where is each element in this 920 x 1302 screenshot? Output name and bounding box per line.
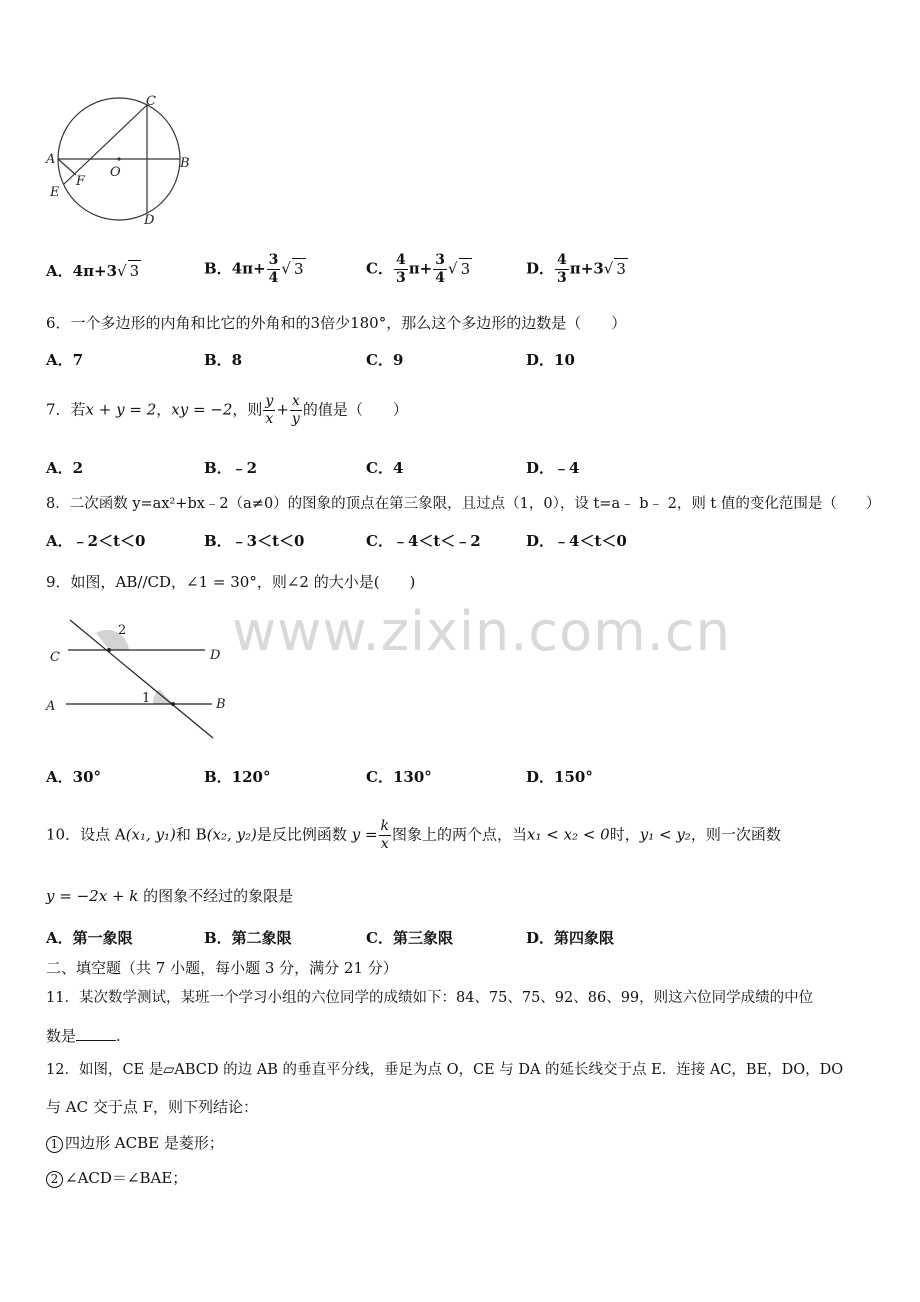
q10-option-c[interactable]: C．第三象限 bbox=[366, 929, 453, 947]
q12-line2: 与 AC 交于点 F，则下列结论： bbox=[46, 1098, 259, 1116]
fraction: $\frac{4}{3}$ bbox=[395, 252, 406, 286]
q10-option-a[interactable]: A．第一象限 bbox=[46, 929, 133, 947]
label-angle-1: 1 bbox=[142, 691, 151, 706]
q7-option-c[interactable]: C．4 bbox=[366, 459, 404, 477]
q5-option-a[interactable]: A．4π+3√ 3 bbox=[46, 262, 140, 280]
q8-stem: 8．二次函数 y=ax²+bx﹣2（a≠0）的图象的顶点在第三象限，且过点（1，0），设 t=a﹣ b﹣ 2，则 t 值的变化范围是（ ） bbox=[46, 496, 881, 512]
sqrt-sign: √ bbox=[117, 262, 127, 280]
intersection-bottom bbox=[171, 702, 175, 706]
q8-option-d[interactable]: D．﹣4＜t＜0 bbox=[526, 532, 627, 550]
q6-stem: 6．一个多边形的内角和比它的外角和的3倍少180°，那么这个多边形的边数是（ ） bbox=[46, 314, 627, 332]
fraction: $\frac{4}{3}$ bbox=[557, 252, 567, 286]
label-d: D bbox=[144, 213, 155, 228]
line-ce bbox=[64, 105, 147, 184]
circled-number: 2 bbox=[46, 1171, 63, 1188]
fraction: $\frac{3}{4}$ bbox=[435, 252, 446, 286]
q6-option-c[interactable]: C．9 bbox=[366, 351, 404, 369]
label-f: F bbox=[76, 174, 86, 189]
watermark: www.zixin.com.cn bbox=[232, 600, 731, 663]
q8-option-b[interactable]: B．﹣3＜t＜0 bbox=[204, 532, 305, 550]
q7-option-d[interactable]: D．﹣4 bbox=[526, 459, 580, 477]
q10-stem-line1: 10．设点 A(x₁, y₁)和 B(x₂, y₂)是反比例函数 y = $\frac{k}{x}$ 图象上的两个点，当x₁ < x₂ < 0时，y₁ < y₂，则一次函数 bbox=[46, 818, 781, 852]
label-a: A bbox=[46, 699, 56, 714]
q11-line2: 数是 . bbox=[46, 1027, 121, 1045]
label-e: E bbox=[50, 185, 60, 200]
option-letter: A． bbox=[46, 262, 73, 280]
parallel-lines-figure bbox=[40, 612, 240, 747]
label-d: D bbox=[210, 648, 221, 663]
q5-option-d[interactable]: D． $\frac{4}{3}$ π+3√ 3 bbox=[526, 252, 626, 286]
section-heading: 二、填空题（共 7 小题，每小题 3 分，满分 21 分） bbox=[46, 959, 398, 977]
q12-line1: 12．如图，CE 是▱ABCD 的边 AB 的垂直平分线，垂足为点 O，CE 与 DA 的延长线交于点 E．连接 AC，BE，DO，DO bbox=[46, 1062, 844, 1078]
q10-stem-line2: y = −2x + k 的图象不经过的象限是 bbox=[46, 887, 294, 905]
label-o: O bbox=[110, 165, 121, 180]
circled-number: 1 bbox=[46, 1136, 63, 1153]
q8-option-c[interactable]: C．﹣4＜t＜﹣2 bbox=[366, 532, 481, 550]
label-angle-2: 2 bbox=[118, 623, 127, 638]
q5-option-c[interactable]: C． $\frac{4}{3}$ π+ $\frac{3}{4}$ √ 3 bbox=[366, 252, 471, 286]
q10-option-d[interactable]: D．第四象限 bbox=[526, 929, 615, 947]
q12-conclusion-2: 2 ∠ACD＝∠BAE； bbox=[46, 1168, 187, 1188]
q8-option-a[interactable]: A．﹣2＜t＜0 bbox=[46, 532, 146, 550]
label-b: B bbox=[216, 697, 226, 712]
q6-option-b[interactable]: B．8 bbox=[204, 351, 243, 369]
q12-conclusion-1: 1 四边形 ACBE 是菱形； bbox=[46, 1133, 224, 1153]
q6-option-a[interactable]: A．7 bbox=[46, 351, 84, 369]
answer-blank[interactable] bbox=[76, 1026, 116, 1041]
q7-option-b[interactable]: B．﹣2 bbox=[204, 459, 258, 477]
circle-figure bbox=[40, 90, 200, 230]
q11-line1: 11．某次数学测试，某班一个学习小组的六位同学的成绩如下：84、75、75、92、86、99，则这六位同学成绩的中位 bbox=[46, 990, 814, 1006]
intersection-top bbox=[107, 648, 111, 652]
q9-option-b[interactable]: B．120° bbox=[204, 768, 271, 786]
q7-option-a[interactable]: A．2 bbox=[46, 459, 84, 477]
q9-option-c[interactable]: C．130° bbox=[366, 768, 432, 786]
q9-stem: 9．如图，AB//CD，∠1 = 30°，则∠2 的大小是( ) bbox=[46, 573, 416, 591]
label-c: C bbox=[146, 94, 156, 109]
label-b: B bbox=[180, 156, 190, 171]
q9-option-d[interactable]: D．150° bbox=[526, 768, 593, 786]
line-af bbox=[58, 159, 76, 175]
transversal bbox=[70, 620, 213, 738]
q10-option-b[interactable]: B．第二象限 bbox=[204, 929, 292, 947]
q9-option-a[interactable]: A．30° bbox=[46, 768, 102, 786]
label-c: C bbox=[50, 650, 60, 665]
center-dot bbox=[117, 157, 120, 160]
q5-option-b[interactable]: B．4π+ $\frac{3}{4}$ √ 3 bbox=[204, 252, 304, 286]
label-a: A bbox=[46, 152, 56, 167]
fraction: $\frac{3}{4}$ bbox=[268, 252, 279, 286]
q7-stem: 7．若x + y = 2，xy = −2，则 $\frac{y}{x}$ + $\frac{x}{y}$ 的值是（ ） bbox=[46, 393, 408, 427]
q6-option-d[interactable]: D．10 bbox=[526, 351, 575, 369]
